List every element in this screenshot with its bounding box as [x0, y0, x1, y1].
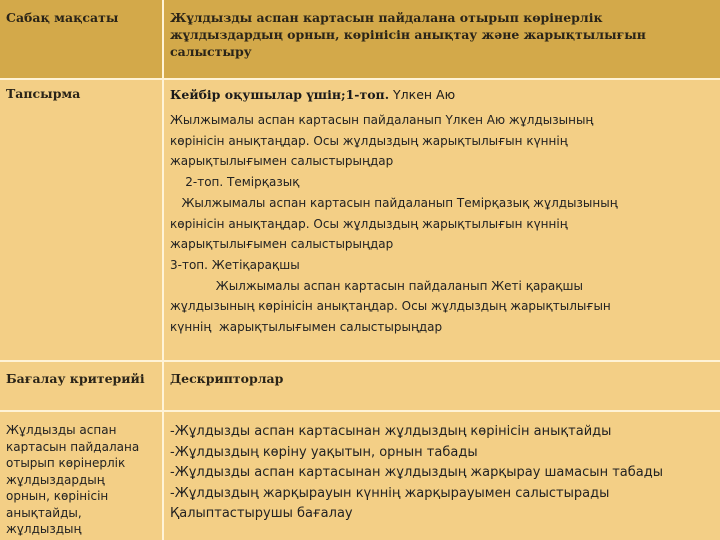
criterion-line: жұлдыздың [6, 522, 82, 536]
criterion-line: орнын, көрінісін [6, 489, 109, 503]
criterion-line: жұлдыздардың [6, 472, 105, 487]
table-divider [0, 360, 720, 362]
task-line: күннің жарықтылығымен салыстырыңдар [170, 320, 443, 335]
descriptor-item: -Жұлдыздың көріну уақытын, орнын табады [170, 444, 478, 460]
descriptors-label: Дескрипторлар [170, 371, 284, 386]
task-title-bold: Кейбір оқушылар үшін;1-топ. [170, 87, 390, 102]
criterion-line: Жұлдызды аспан [6, 423, 117, 437]
task-line: 3-топ. Жетіқарақшы [170, 257, 300, 272]
task-line: жарықтылығымен салыстырыңдар [170, 237, 394, 252]
criterion-line: анықтайды, [6, 505, 82, 520]
criteria-row [0, 362, 720, 410]
column-divider [162, 0, 164, 540]
criterion-line: отырып көрінерлік [6, 456, 126, 470]
task-line: Жылжымалы аспан картасын пайдаланып Темірқазық жұлдызының [170, 195, 618, 210]
descriptor-item: -Жұлдыздың жарқырауын күннің жарқырауымен салыстырады [170, 485, 610, 501]
descriptors-row [0, 412, 720, 540]
task-line: жұлдызының көрінісін анықтаңдар. Осы жұлдыздың жарықтылығын [170, 299, 611, 314]
task-line: Жылжымалы аспан картасын пайдаланып Үлкен Аю жұлдызының [170, 113, 594, 127]
task-line: 2-топ. Темірқазық [170, 175, 300, 190]
task-title [170, 86, 712, 104]
criterion-line: картасын пайдалана [6, 439, 140, 454]
descriptor-item: -Жұлдызды аспан картасынан жұлдыздың жарқырау шамасын табады [170, 465, 663, 480]
task-line: Жылжымалы аспан картасын пайдаланып Жеті қарақшы [170, 278, 583, 293]
table-divider [0, 410, 720, 412]
task-line: көрінісін анықтаңдар. Осы жұлдыздың жарықтылығын күннің [170, 133, 568, 148]
task-body [170, 110, 712, 338]
assessment-type: Қалыптастырушы бағалау [170, 506, 353, 521]
lesson-objective-text: Жұлдызды аспан картасын пайдалана отырып көрінерлік жұлдыздардың орнын, көрінісін анықтау және жарықтылығын салыстыру [170, 10, 646, 59]
descriptor-item: -Жұлдызды аспан картасынан жұлдыздың көрінісін анықтайды [170, 424, 612, 439]
task-line: көрінісін анықтаңдар. Осы жұлдыздың жарықтылығын күннің [170, 216, 568, 231]
lesson-objective-row [0, 0, 720, 78]
task-row [0, 80, 720, 360]
task-title-rest: Үлкен Аю [389, 87, 456, 102]
descriptor-list [162, 412, 720, 540]
criteria-label: Бағалау критерийі [6, 371, 145, 386]
lesson-objective-label: Сабақ мақсаты [6, 10, 119, 25]
task-label: Тапсырма [6, 86, 81, 101]
table-divider [0, 78, 720, 80]
criterion-text [0, 412, 162, 540]
task-line: жарықтылығымен салыстырыңдар [170, 154, 394, 169]
